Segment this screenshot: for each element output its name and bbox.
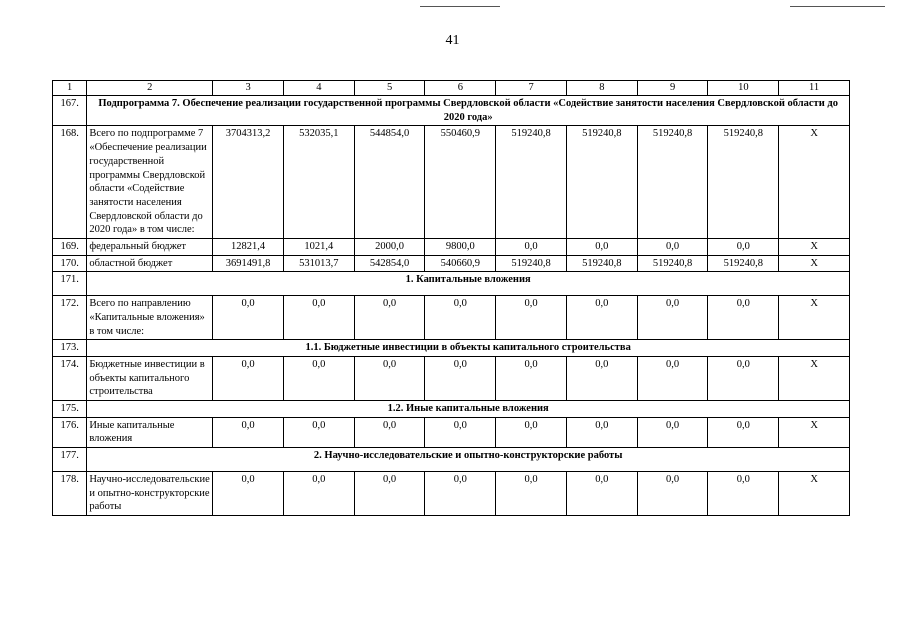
value-cell: 0,0	[708, 296, 779, 340]
value-cell: 544854,0	[354, 126, 425, 239]
value-cell: 519240,8	[496, 255, 567, 272]
row-number: 172.	[53, 296, 87, 340]
row-label: областной бюджет	[87, 255, 213, 272]
value-cell: 0,0	[637, 417, 708, 447]
value-cell: 0,0	[213, 296, 284, 340]
value-cell: 519240,8	[566, 126, 637, 239]
section-title: 1.2. Иные капитальные вложения	[87, 401, 850, 418]
value-cell: 0,0	[566, 356, 637, 400]
value-cell: 0,0	[283, 356, 354, 400]
value-cell: 0,0	[283, 417, 354, 447]
value-cell: 0,0	[566, 239, 637, 256]
header-cell: 6	[425, 81, 496, 96]
value-cell: 0,0	[425, 417, 496, 447]
value-cell: 519240,8	[637, 255, 708, 272]
value-cell: 550460,9	[425, 126, 496, 239]
value-cell: 0,0	[354, 356, 425, 400]
value-cell: 519240,8	[566, 255, 637, 272]
value-cell: 0,0	[708, 417, 779, 447]
section-title: 1. Капитальные вложения	[87, 272, 850, 296]
header-cell: 3	[213, 81, 284, 96]
value-cell: 1021,4	[283, 239, 354, 256]
value-cell: 0,0	[354, 471, 425, 515]
table-row	[53, 356, 850, 400]
value-cell: 3704313,2	[213, 126, 284, 239]
section-row	[53, 96, 850, 126]
value-cell: 2000,0	[354, 239, 425, 256]
row-number: 167.	[53, 96, 87, 126]
value-cell: 0,0	[637, 296, 708, 340]
row-number: 174.	[53, 356, 87, 400]
value-cell: 532035,1	[283, 126, 354, 239]
value-cell: 0,0	[566, 296, 637, 340]
value-cell: 0,0	[496, 356, 567, 400]
value-cell: 0,0	[566, 471, 637, 515]
section-row	[53, 340, 850, 357]
table-row	[53, 255, 850, 272]
row-label: Научно-исследовательские и опытно-конструкторские работы	[87, 471, 213, 515]
value-cell: 12821,4	[213, 239, 284, 256]
value-cell: 519240,8	[708, 126, 779, 239]
value-cell: 0,0	[213, 356, 284, 400]
header-cell: 7	[496, 81, 567, 96]
section-title: 1.1. Бюджетные инвестиции в объекты капитального строительства	[87, 340, 850, 357]
value-cell: Х	[779, 239, 850, 256]
value-cell: 0,0	[496, 471, 567, 515]
table-row	[53, 126, 850, 239]
header-cell: 11	[779, 81, 850, 96]
value-cell: 0,0	[708, 239, 779, 256]
section-row	[53, 272, 850, 296]
value-cell: 0,0	[496, 417, 567, 447]
header-cell: 2	[87, 81, 213, 96]
row-number: 177.	[53, 448, 87, 472]
value-cell: 519240,8	[496, 126, 567, 239]
value-cell: 0,0	[213, 471, 284, 515]
value-cell: Х	[779, 471, 850, 515]
table-row	[53, 417, 850, 447]
value-cell: 0,0	[637, 356, 708, 400]
section-row	[53, 401, 850, 418]
row-number: 171.	[53, 272, 87, 296]
table-row	[53, 296, 850, 340]
value-cell: Х	[779, 296, 850, 340]
header-cell: 5	[354, 81, 425, 96]
row-number: 176.	[53, 417, 87, 447]
section-title: 2. Научно-исследовательские и опытно-конструкторские работы	[87, 448, 850, 472]
value-cell: 542854,0	[354, 255, 425, 272]
top-border-line-left	[420, 6, 500, 7]
value-cell: 0,0	[354, 417, 425, 447]
value-cell: 0,0	[425, 471, 496, 515]
header-row	[53, 81, 850, 96]
row-number: 170.	[53, 255, 87, 272]
header-cell: 1	[53, 81, 87, 96]
section-title: Подпрограмма 7. Обеспечение реализации государственной программы Свердловской области «Содействие занятости населения Свердловской области до 2020 года»	[87, 96, 850, 126]
value-cell: 0,0	[425, 296, 496, 340]
value-cell: 0,0	[566, 417, 637, 447]
table-row	[53, 239, 850, 256]
value-cell: 0,0	[425, 356, 496, 400]
value-cell: 0,0	[637, 239, 708, 256]
value-cell: 0,0	[283, 296, 354, 340]
page-number: 41	[445, 33, 460, 48]
value-cell: 0,0	[283, 471, 354, 515]
value-cell: 0,0	[708, 356, 779, 400]
budget-table	[52, 80, 850, 516]
value-cell: 519240,8	[708, 255, 779, 272]
row-label: Иные капитальные вложения	[87, 417, 213, 447]
value-cell: 0,0	[354, 296, 425, 340]
top-border-line-right	[790, 6, 885, 7]
header-cell: 9	[637, 81, 708, 96]
value-cell: Х	[779, 356, 850, 400]
value-cell: 519240,8	[637, 126, 708, 239]
header-cell: 4	[283, 81, 354, 96]
row-label: Всего по подпрограмме 7 «Обеспечение реализации государственной программы Свердловской области «Содействие занятости населения Свердловской области до 2020 года» в том числе:	[87, 126, 213, 239]
value-cell: 0,0	[496, 239, 567, 256]
value-cell: 9800,0	[425, 239, 496, 256]
value-cell: 0,0	[708, 471, 779, 515]
row-label: Всего по направлению «Капитальные вложения» в том числе:	[87, 296, 213, 340]
value-cell: 540660,9	[425, 255, 496, 272]
row-number: 175.	[53, 401, 87, 418]
row-label: Бюджетные инвестиции в объекты капитального строительства	[87, 356, 213, 400]
section-row	[53, 448, 850, 472]
table-row	[53, 471, 850, 515]
value-cell: 0,0	[496, 296, 567, 340]
row-number: 178.	[53, 471, 87, 515]
row-label: федеральный бюджет	[87, 239, 213, 256]
value-cell: 0,0	[637, 471, 708, 515]
value-cell: Х	[779, 417, 850, 447]
row-number: 173.	[53, 340, 87, 357]
value-cell: 3691491,8	[213, 255, 284, 272]
value-cell: 0,0	[213, 417, 284, 447]
row-number: 169.	[53, 239, 87, 256]
header-cell: 8	[566, 81, 637, 96]
value-cell: Х	[779, 255, 850, 272]
value-cell: Х	[779, 126, 850, 239]
value-cell: 531013,7	[283, 255, 354, 272]
header-cell: 10	[708, 81, 779, 96]
row-number: 168.	[53, 126, 87, 239]
